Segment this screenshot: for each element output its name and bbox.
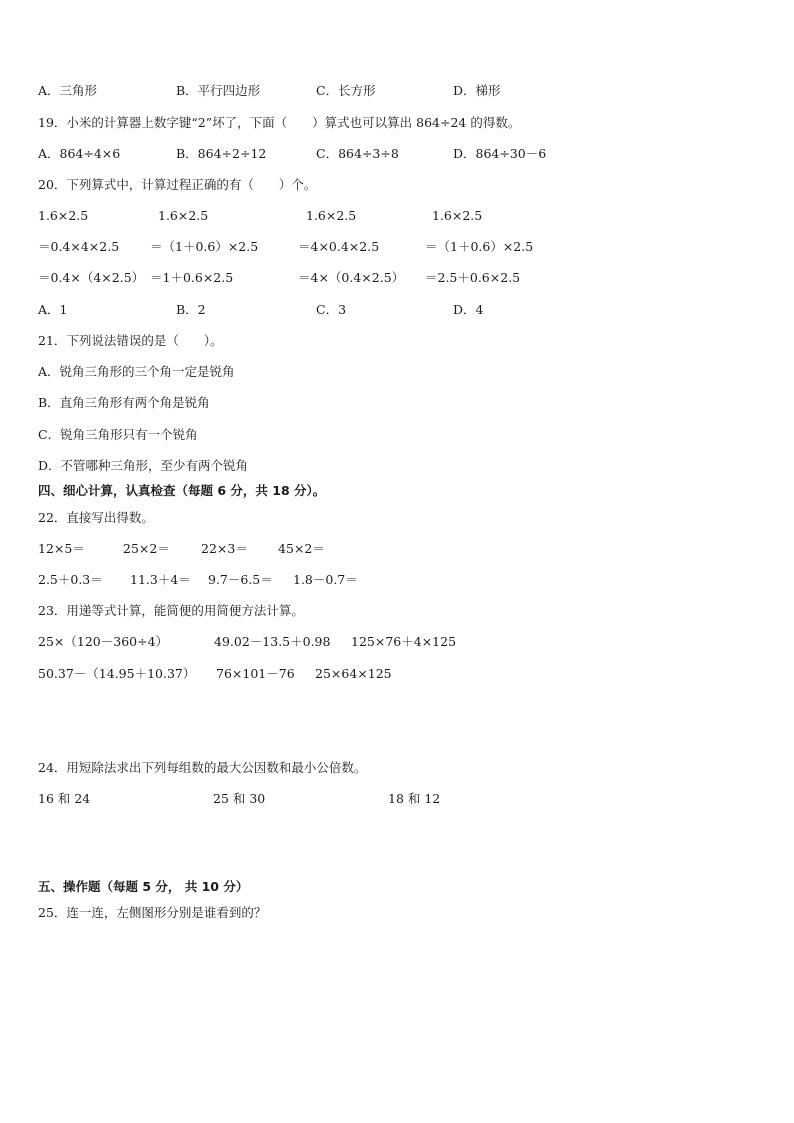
q20-calc-cell: 1.6×2.5 bbox=[38, 208, 89, 223]
q20-calc-cell: 1.6×2.5 bbox=[306, 208, 357, 223]
section5-title: 五、操作题（每题 5 分， 共 10 分） bbox=[38, 879, 249, 894]
q21-option-d: D．不管哪种三角形，至少有两个锐角 bbox=[38, 458, 249, 473]
q22-item: 11.3＋4＝ bbox=[130, 572, 191, 587]
q23-item: 25×（120－360÷4） bbox=[38, 634, 169, 649]
section4-title: 四、细心计算，认真检查（每题 6 分，共 18 分）。 bbox=[38, 483, 326, 498]
q20-calc-cell: ＝（1＋0.6）×2.5 bbox=[150, 239, 259, 254]
q19-option-b: B．864÷2÷12 bbox=[176, 146, 267, 161]
q23-item: 25×64×125 bbox=[315, 666, 392, 681]
q24-stem-text: 24．用短除法求出下列每组数的最大公因数和最小公倍数。 bbox=[38, 760, 367, 775]
q20-calc-cell: ＝4×0.4×2.5 bbox=[298, 239, 380, 254]
q22-item: 1.8－0.7＝ bbox=[293, 572, 358, 587]
q18-option-a: A．三角形 bbox=[38, 83, 98, 98]
q20-calc-cell: 1.6×2.5 bbox=[432, 208, 483, 223]
q19-option-c: C．864÷3÷8 bbox=[316, 146, 399, 161]
q20-calc-cell: ＝4×（0.4×2.5） bbox=[298, 270, 405, 285]
q20-calc-cell: ＝（1＋0.6）×2.5 bbox=[425, 239, 534, 254]
q23-item: 50.37－（14.95＋10.37） bbox=[38, 666, 196, 681]
q18-option-d: D．梯形 bbox=[453, 83, 501, 98]
q20-calc-cell: ＝0.4×（4×2.5） bbox=[38, 270, 145, 285]
q22-item: 25×2＝ bbox=[123, 541, 170, 556]
q19-option-d: D．864÷30－6 bbox=[453, 146, 547, 161]
q21-option-c: C．锐角三角形只有一个锐角 bbox=[38, 427, 198, 442]
q23-item: 76×101－76 bbox=[216, 666, 295, 681]
q24-item: 25 和 30 bbox=[213, 791, 266, 806]
q23-item: 49.02－13.5＋0.98 bbox=[214, 634, 331, 649]
q25-stem-text: 25．连一连，左侧图形分别是谁看到的？ bbox=[38, 905, 267, 920]
q20-option-c: C．3 bbox=[316, 302, 347, 317]
q20-option-b: B．2 bbox=[176, 302, 206, 317]
q22-stem-text: 22．直接写出得数。 bbox=[38, 510, 154, 525]
q20-stem-text: 20．下列算式中，计算过程正确的有（ ）个。 bbox=[38, 177, 317, 192]
q18-option-c: C．长方形 bbox=[316, 83, 376, 98]
q24-item: 18 和 12 bbox=[388, 791, 441, 806]
q22-item: 2.5＋0.3＝ bbox=[38, 572, 103, 587]
q22-item: 22×3＝ bbox=[201, 541, 248, 556]
q21-option-a: A．锐角三角形的三个角一定是锐角 bbox=[38, 364, 235, 379]
q21-option-b: B．直角三角形有两个角是锐角 bbox=[38, 395, 210, 410]
q20-calc-cell: ＝2.5＋0.6×2.5 bbox=[425, 270, 521, 285]
q22-item: 12×5＝ bbox=[38, 541, 85, 556]
q20-calc-cell: ＝0.4×4×2.5 bbox=[38, 239, 120, 254]
q22-item: 45×2＝ bbox=[278, 541, 325, 556]
q20-option-a: A．1 bbox=[38, 302, 68, 317]
q20-option-d: D．4 bbox=[453, 302, 484, 317]
q21-stem-text: 21．下列说法错误的是（ ）。 bbox=[38, 333, 223, 348]
q20-calc-cell: 1.6×2.5 bbox=[158, 208, 209, 223]
q20-calc-cell: ＝1＋0.6×2.5 bbox=[150, 270, 234, 285]
q18-option-b: B．平行四边形 bbox=[176, 83, 261, 98]
q23-item: 125×76＋4×125 bbox=[351, 634, 457, 649]
q19-stem-text: 19．小米的计算器上数字键“2”坏了，下面（ ）算式也可以算出 864÷24 的得数。 bbox=[38, 115, 521, 130]
q22-item: 9.7－6.5＝ bbox=[208, 572, 273, 587]
q23-stem-text: 23．用递等式计算，能简便的用简便方法计算。 bbox=[38, 603, 304, 618]
q24-item: 16 和 24 bbox=[38, 791, 91, 806]
q19-option-a: A．864÷4×6 bbox=[38, 146, 121, 161]
